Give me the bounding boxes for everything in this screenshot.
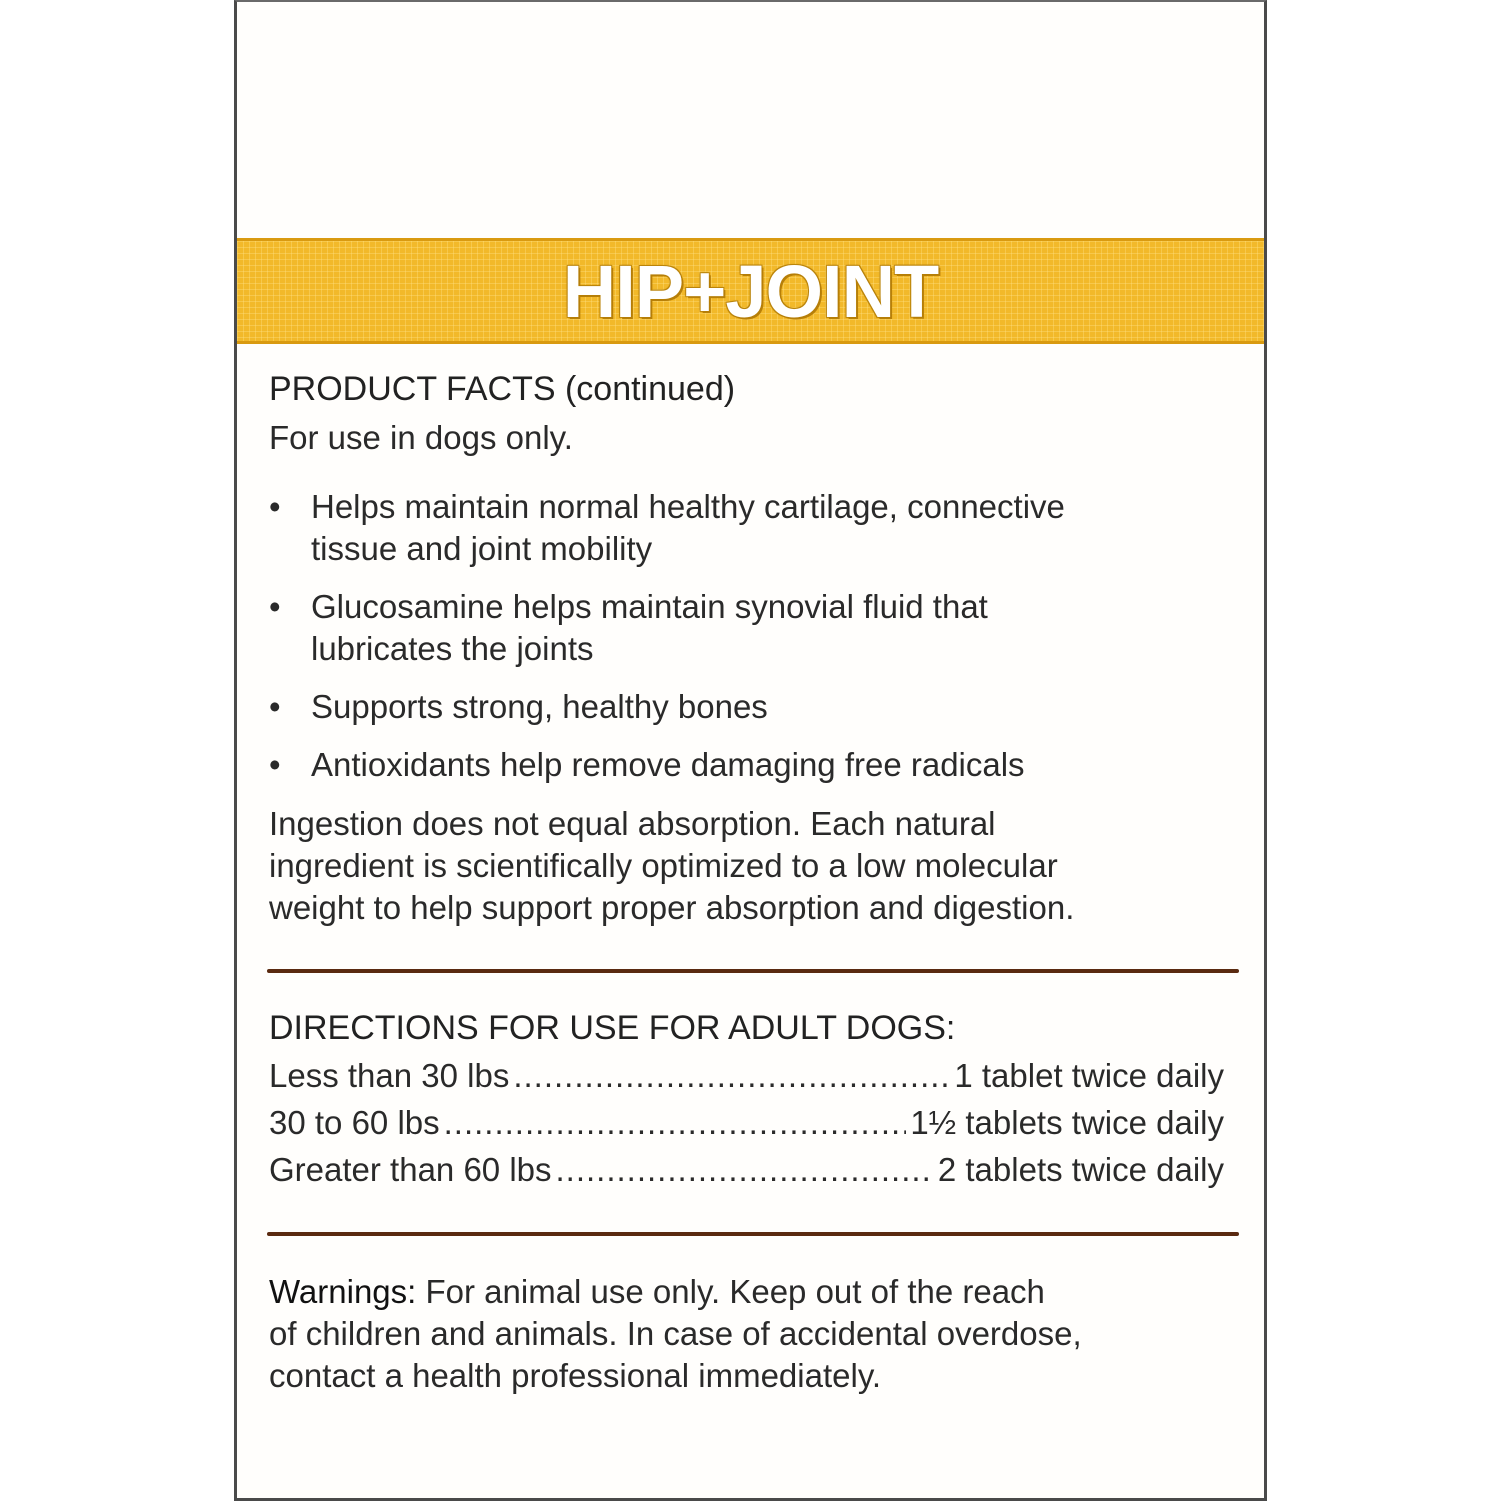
paragraph-line: Ingestion does not equal absorption. Each natural <box>269 805 996 842</box>
bullet-item <box>269 486 1065 570</box>
dosage-amount: 2 tablets twice daily <box>937 1151 1224 1188</box>
title-banner <box>237 238 1264 344</box>
bullet-icon: • <box>269 688 281 725</box>
section-divider <box>267 1232 1239 1236</box>
bullet-line: Helps maintain normal healthy cartilage, connective <box>311 488 1065 525</box>
bullet-line: tissue and joint mobility <box>311 530 653 567</box>
dosage-weight: Less than 30 lbs <box>269 1057 510 1094</box>
banner-title: HIP+JOINT <box>562 249 939 333</box>
dosage-amount: 1½ tablets twice daily <box>910 1104 1224 1141</box>
dosage-row <box>269 1100 1224 1146</box>
warnings-line: For animal use only. Keep out of the reach <box>416 1273 1045 1310</box>
dot-leader <box>513 1053 950 1099</box>
bullet-line: Supports strong, healthy bones <box>311 688 768 725</box>
section-divider <box>267 969 1239 973</box>
bullet-line: Glucosamine helps maintain synovial fluid that <box>311 588 988 625</box>
product-facts-subheading: For use in dogs only. <box>269 419 573 456</box>
dosage-amount: 1 tablet twice daily <box>954 1057 1224 1094</box>
bullet-icon: • <box>269 588 281 625</box>
bullet-icon: • <box>269 746 281 783</box>
directions-heading: DIRECTIONS FOR USE FOR ADULT DOGS: <box>269 1009 956 1047</box>
dot-leader <box>444 1100 907 1146</box>
paragraph-line: weight to help support proper absorption and digestion. <box>269 889 1075 926</box>
warnings-line: of children and animals. In case of accidental overdose, <box>269 1315 1082 1352</box>
bullet-icon: • <box>269 488 281 525</box>
bullet-line: lubricates the joints <box>311 630 594 667</box>
bullet-item <box>269 686 768 728</box>
bullet-item <box>269 586 988 670</box>
dosage-weight: 30 to 60 lbs <box>269 1104 440 1141</box>
warnings-line: contact a health professional immediately. <box>269 1357 882 1394</box>
bullet-item <box>269 744 1025 786</box>
warnings-label: Warnings: <box>269 1273 417 1310</box>
paragraph-line: ingredient is scientifically optimized to a low molecular <box>269 847 1058 884</box>
dot-leader <box>556 1147 934 1193</box>
product-facts-heading: PRODUCT FACTS (continued) <box>269 370 736 408</box>
bullet-line: Antioxidants help remove damaging free radicals <box>311 746 1025 783</box>
dosage-weight: Greater than 60 lbs <box>269 1151 552 1188</box>
dosage-row <box>269 1053 1224 1099</box>
product-label-card <box>234 0 1267 1501</box>
dosage-row <box>269 1147 1224 1193</box>
warnings-paragraph <box>269 1271 1082 1397</box>
absorption-paragraph <box>269 803 1074 929</box>
